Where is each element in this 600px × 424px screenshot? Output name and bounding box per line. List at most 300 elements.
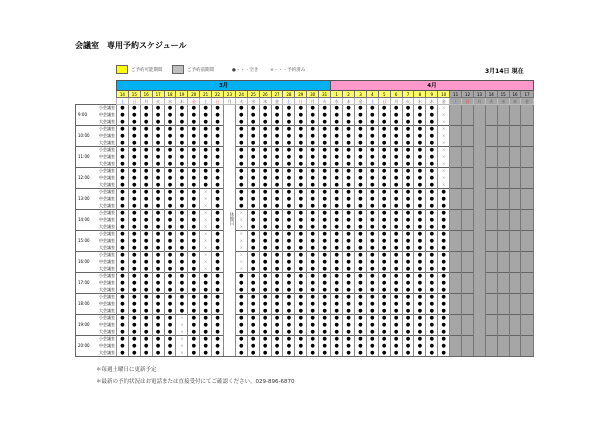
free-slot[interactable]: ●: [402, 294, 414, 301]
free-slot[interactable]: ●: [402, 168, 414, 175]
free-slot[interactable]: ●: [319, 336, 331, 343]
free-slot[interactable]: ●: [402, 287, 414, 294]
free-slot[interactable]: ●: [247, 294, 259, 301]
free-slot[interactable]: ●: [152, 287, 164, 294]
free-slot[interactable]: ●: [343, 196, 355, 203]
free-slot[interactable]: ●: [390, 196, 402, 203]
free-slot[interactable]: ●: [331, 105, 343, 112]
free-slot[interactable]: ●: [366, 280, 378, 287]
free-slot[interactable]: ●: [426, 224, 438, 231]
free-slot[interactable]: ●: [426, 161, 438, 168]
free-slot[interactable]: ●: [117, 245, 129, 252]
free-slot[interactable]: ●: [140, 343, 152, 350]
free-slot[interactable]: ●: [271, 343, 283, 350]
free-slot[interactable]: ●: [271, 315, 283, 322]
free-slot[interactable]: ●: [176, 217, 188, 224]
free-slot[interactable]: ●: [152, 119, 164, 126]
free-slot[interactable]: ●: [426, 147, 438, 154]
free-slot[interactable]: ●: [378, 224, 390, 231]
free-slot[interactable]: ●: [259, 231, 271, 238]
free-slot[interactable]: ●: [212, 350, 224, 357]
free-slot[interactable]: ●: [307, 175, 319, 182]
free-slot[interactable]: ●: [271, 238, 283, 245]
free-slot[interactable]: ●: [366, 196, 378, 203]
free-slot[interactable]: ●: [355, 203, 367, 210]
free-slot[interactable]: ●: [343, 182, 355, 189]
free-slot[interactable]: ●: [212, 252, 224, 259]
free-slot[interactable]: ●: [176, 161, 188, 168]
free-slot[interactable]: ●: [200, 273, 212, 280]
free-slot[interactable]: ●: [307, 294, 319, 301]
free-slot[interactable]: ●: [343, 336, 355, 343]
free-slot[interactable]: ●: [235, 175, 247, 182]
free-slot[interactable]: ●: [355, 287, 367, 294]
free-slot[interactable]: ●: [128, 315, 140, 322]
free-slot[interactable]: ●: [176, 273, 188, 280]
free-slot[interactable]: ●: [140, 224, 152, 231]
free-slot[interactable]: ●: [366, 189, 378, 196]
free-slot[interactable]: ●: [355, 238, 367, 245]
free-slot[interactable]: ●: [188, 273, 200, 280]
free-slot[interactable]: ●: [307, 308, 319, 315]
free-slot[interactable]: ●: [426, 350, 438, 357]
free-slot[interactable]: ●: [319, 231, 331, 238]
free-slot[interactable]: ●: [212, 133, 224, 140]
free-slot[interactable]: ●: [128, 168, 140, 175]
free-slot[interactable]: ●: [307, 252, 319, 259]
free-slot[interactable]: ●: [426, 140, 438, 147]
free-slot[interactable]: ●: [343, 238, 355, 245]
free-slot[interactable]: ●: [128, 343, 140, 350]
free-slot[interactable]: ●: [283, 308, 295, 315]
free-slot[interactable]: ●: [295, 294, 307, 301]
free-slot[interactable]: ●: [152, 217, 164, 224]
free-slot[interactable]: ●: [438, 350, 450, 357]
free-slot[interactable]: ●: [366, 119, 378, 126]
free-slot[interactable]: ●: [438, 301, 450, 308]
free-slot[interactable]: ●: [152, 231, 164, 238]
free-slot[interactable]: ●: [319, 301, 331, 308]
free-slot[interactable]: ●: [259, 140, 271, 147]
free-slot[interactable]: ●: [200, 343, 212, 350]
free-slot[interactable]: ●: [164, 287, 176, 294]
free-slot[interactable]: ●: [188, 322, 200, 329]
free-slot[interactable]: ●: [164, 140, 176, 147]
free-slot[interactable]: ●: [343, 266, 355, 273]
free-slot[interactable]: ●: [176, 203, 188, 210]
free-slot[interactable]: ●: [117, 259, 129, 266]
free-slot[interactable]: ●: [235, 322, 247, 329]
free-slot[interactable]: ●: [271, 154, 283, 161]
free-slot[interactable]: ●: [247, 273, 259, 280]
free-slot[interactable]: ●: [140, 119, 152, 126]
free-slot[interactable]: ●: [271, 140, 283, 147]
free-slot[interactable]: ●: [295, 196, 307, 203]
free-slot[interactable]: ●: [140, 259, 152, 266]
free-slot[interactable]: ●: [164, 266, 176, 273]
free-slot[interactable]: ●: [426, 238, 438, 245]
free-slot[interactable]: ●: [212, 203, 224, 210]
free-slot[interactable]: ●: [283, 294, 295, 301]
free-slot[interactable]: ●: [259, 238, 271, 245]
free-slot[interactable]: ●: [247, 259, 259, 266]
free-slot[interactable]: ●: [319, 147, 331, 154]
free-slot[interactable]: ●: [426, 182, 438, 189]
free-slot[interactable]: ●: [390, 210, 402, 217]
free-slot[interactable]: ●: [140, 280, 152, 287]
free-slot[interactable]: ●: [438, 336, 450, 343]
free-slot[interactable]: ●: [355, 112, 367, 119]
free-slot[interactable]: ●: [355, 217, 367, 224]
free-slot[interactable]: ●: [117, 203, 129, 210]
free-slot[interactable]: ●: [283, 112, 295, 119]
free-slot[interactable]: ●: [140, 336, 152, 343]
free-slot[interactable]: ●: [319, 119, 331, 126]
free-slot[interactable]: ●: [331, 301, 343, 308]
free-slot[interactable]: ●: [307, 217, 319, 224]
free-slot[interactable]: ●: [331, 182, 343, 189]
free-slot[interactable]: ●: [343, 112, 355, 119]
free-slot[interactable]: ●: [152, 329, 164, 336]
free-slot[interactable]: ●: [164, 175, 176, 182]
free-slot[interactable]: ●: [117, 266, 129, 273]
free-slot[interactable]: ●: [164, 112, 176, 119]
free-slot[interactable]: ●: [247, 343, 259, 350]
free-slot[interactable]: ●: [343, 147, 355, 154]
free-slot[interactable]: ●: [271, 147, 283, 154]
free-slot[interactable]: ●: [319, 210, 331, 217]
free-slot[interactable]: ●: [414, 287, 426, 294]
free-slot[interactable]: ●: [378, 329, 390, 336]
free-slot[interactable]: ●: [378, 210, 390, 217]
free-slot[interactable]: ●: [117, 168, 129, 175]
free-slot[interactable]: ●: [378, 322, 390, 329]
free-slot[interactable]: ●: [295, 147, 307, 154]
free-slot[interactable]: ●: [414, 154, 426, 161]
free-slot[interactable]: ●: [128, 210, 140, 217]
free-slot[interactable]: ●: [355, 182, 367, 189]
free-slot[interactable]: ●: [319, 343, 331, 350]
free-slot[interactable]: ●: [176, 182, 188, 189]
free-slot[interactable]: ●: [307, 189, 319, 196]
free-slot[interactable]: ●: [128, 147, 140, 154]
free-slot[interactable]: ●: [319, 168, 331, 175]
free-slot[interactable]: ●: [295, 224, 307, 231]
free-slot[interactable]: ●: [426, 252, 438, 259]
free-slot[interactable]: ●: [295, 273, 307, 280]
free-slot[interactable]: ●: [247, 308, 259, 315]
free-slot[interactable]: ●: [307, 210, 319, 217]
free-slot[interactable]: ●: [200, 154, 212, 161]
free-slot[interactable]: ●: [295, 259, 307, 266]
free-slot[interactable]: ●: [307, 105, 319, 112]
free-slot[interactable]: ●: [414, 280, 426, 287]
free-slot[interactable]: ●: [438, 294, 450, 301]
free-slot[interactable]: ●: [366, 217, 378, 224]
free-slot[interactable]: ●: [176, 105, 188, 112]
free-slot[interactable]: ●: [128, 259, 140, 266]
free-slot[interactable]: ●: [331, 175, 343, 182]
free-slot[interactable]: ●: [426, 294, 438, 301]
free-slot[interactable]: ●: [378, 245, 390, 252]
free-slot[interactable]: ●: [366, 203, 378, 210]
free-slot[interactable]: ●: [140, 301, 152, 308]
free-slot[interactable]: ●: [426, 112, 438, 119]
free-slot[interactable]: ●: [271, 294, 283, 301]
free-slot[interactable]: ●: [402, 336, 414, 343]
free-slot[interactable]: ●: [259, 245, 271, 252]
free-slot[interactable]: ●: [378, 266, 390, 273]
free-slot[interactable]: ●: [366, 252, 378, 259]
free-slot[interactable]: ●: [152, 196, 164, 203]
free-slot[interactable]: ●: [140, 147, 152, 154]
free-slot[interactable]: ●: [331, 161, 343, 168]
free-slot[interactable]: ●: [402, 224, 414, 231]
free-slot[interactable]: ●: [390, 168, 402, 175]
free-slot[interactable]: ●: [414, 126, 426, 133]
free-slot[interactable]: ●: [271, 336, 283, 343]
free-slot[interactable]: ●: [319, 245, 331, 252]
free-slot[interactable]: ●: [283, 273, 295, 280]
free-slot[interactable]: ●: [343, 210, 355, 217]
free-slot[interactable]: ●: [438, 273, 450, 280]
free-slot[interactable]: ●: [117, 196, 129, 203]
free-slot[interactable]: ●: [188, 105, 200, 112]
free-slot[interactable]: ●: [164, 147, 176, 154]
free-slot[interactable]: ●: [247, 252, 259, 259]
free-slot[interactable]: ●: [271, 266, 283, 273]
free-slot[interactable]: ●: [283, 231, 295, 238]
free-slot[interactable]: ●: [235, 315, 247, 322]
free-slot[interactable]: ●: [295, 329, 307, 336]
free-slot[interactable]: ●: [152, 280, 164, 287]
free-slot[interactable]: ●: [390, 266, 402, 273]
free-slot[interactable]: ●: [307, 259, 319, 266]
free-slot[interactable]: ●: [117, 140, 129, 147]
free-slot[interactable]: ●: [307, 231, 319, 238]
free-slot[interactable]: ●: [200, 294, 212, 301]
free-slot[interactable]: ●: [414, 112, 426, 119]
free-slot[interactable]: ●: [247, 168, 259, 175]
free-slot[interactable]: ●: [366, 273, 378, 280]
free-slot[interactable]: ●: [247, 210, 259, 217]
free-slot[interactable]: ●: [426, 322, 438, 329]
free-slot[interactable]: ●: [366, 294, 378, 301]
free-slot[interactable]: ●: [438, 203, 450, 210]
free-slot[interactable]: ●: [402, 203, 414, 210]
free-slot[interactable]: ●: [164, 210, 176, 217]
free-slot[interactable]: ●: [307, 329, 319, 336]
free-slot[interactable]: ●: [200, 168, 212, 175]
free-slot[interactable]: ●: [128, 140, 140, 147]
free-slot[interactable]: ●: [331, 168, 343, 175]
free-slot[interactable]: ●: [235, 329, 247, 336]
free-slot[interactable]: ●: [247, 315, 259, 322]
free-slot[interactable]: ●: [438, 189, 450, 196]
free-slot[interactable]: ●: [331, 189, 343, 196]
free-slot[interactable]: ●: [188, 112, 200, 119]
free-slot[interactable]: ●: [378, 350, 390, 357]
free-slot[interactable]: ●: [247, 350, 259, 357]
free-slot[interactable]: ●: [235, 294, 247, 301]
free-slot[interactable]: ●: [152, 245, 164, 252]
free-slot[interactable]: ●: [355, 189, 367, 196]
free-slot[interactable]: ●: [343, 203, 355, 210]
free-slot[interactable]: ●: [366, 301, 378, 308]
free-slot[interactable]: ●: [200, 336, 212, 343]
free-slot[interactable]: ●: [390, 280, 402, 287]
free-slot[interactable]: ●: [402, 280, 414, 287]
free-slot[interactable]: ●: [343, 350, 355, 357]
free-slot[interactable]: ●: [414, 322, 426, 329]
free-slot[interactable]: ●: [438, 308, 450, 315]
free-slot[interactable]: ●: [319, 161, 331, 168]
free-slot[interactable]: ●: [176, 147, 188, 154]
free-slot[interactable]: ●: [390, 287, 402, 294]
free-slot[interactable]: ●: [259, 315, 271, 322]
free-slot[interactable]: ●: [331, 280, 343, 287]
free-slot[interactable]: ●: [402, 322, 414, 329]
free-slot[interactable]: ●: [200, 126, 212, 133]
free-slot[interactable]: ●: [200, 350, 212, 357]
free-slot[interactable]: ●: [414, 343, 426, 350]
free-slot[interactable]: ●: [402, 301, 414, 308]
free-slot[interactable]: ●: [331, 294, 343, 301]
free-slot[interactable]: ●: [164, 154, 176, 161]
free-slot[interactable]: ●: [259, 224, 271, 231]
free-slot[interactable]: ●: [188, 315, 200, 322]
free-slot[interactable]: ●: [366, 259, 378, 266]
free-slot[interactable]: ●: [343, 154, 355, 161]
free-slot[interactable]: ●: [247, 182, 259, 189]
free-slot[interactable]: ●: [414, 147, 426, 154]
free-slot[interactable]: ●: [164, 252, 176, 259]
free-slot[interactable]: ●: [152, 154, 164, 161]
free-slot[interactable]: ●: [366, 287, 378, 294]
free-slot[interactable]: ●: [200, 133, 212, 140]
free-slot[interactable]: ●: [283, 259, 295, 266]
free-slot[interactable]: ●: [283, 119, 295, 126]
free-slot[interactable]: ●: [188, 252, 200, 259]
free-slot[interactable]: ●: [426, 217, 438, 224]
free-slot[interactable]: ●: [295, 287, 307, 294]
free-slot[interactable]: ●: [378, 182, 390, 189]
free-slot[interactable]: ●: [307, 147, 319, 154]
free-slot[interactable]: ●: [414, 294, 426, 301]
free-slot[interactable]: ●: [259, 273, 271, 280]
free-slot[interactable]: ●: [426, 168, 438, 175]
free-slot[interactable]: ●: [117, 224, 129, 231]
free-slot[interactable]: ●: [259, 203, 271, 210]
free-slot[interactable]: ●: [117, 322, 129, 329]
free-slot[interactable]: ●: [331, 217, 343, 224]
free-slot[interactable]: ●: [378, 105, 390, 112]
free-slot[interactable]: ●: [355, 147, 367, 154]
free-slot[interactable]: ●: [212, 231, 224, 238]
free-slot[interactable]: ●: [426, 308, 438, 315]
free-slot[interactable]: ●: [438, 280, 450, 287]
free-slot[interactable]: ●: [117, 231, 129, 238]
free-slot[interactable]: ●: [117, 210, 129, 217]
free-slot[interactable]: ●: [188, 210, 200, 217]
free-slot[interactable]: ●: [378, 315, 390, 322]
free-slot[interactable]: ●: [402, 350, 414, 357]
free-slot[interactable]: ●: [307, 287, 319, 294]
free-slot[interactable]: ●: [188, 336, 200, 343]
free-slot[interactable]: ●: [152, 161, 164, 168]
free-slot[interactable]: ●: [117, 161, 129, 168]
free-slot[interactable]: ●: [366, 266, 378, 273]
free-slot[interactable]: ●: [390, 245, 402, 252]
free-slot[interactable]: ●: [117, 343, 129, 350]
free-slot[interactable]: ●: [307, 161, 319, 168]
free-slot[interactable]: ●: [355, 161, 367, 168]
free-slot[interactable]: ●: [283, 196, 295, 203]
free-slot[interactable]: ●: [343, 175, 355, 182]
free-slot[interactable]: ●: [307, 245, 319, 252]
free-slot[interactable]: ●: [426, 259, 438, 266]
free-slot[interactable]: ●: [331, 329, 343, 336]
free-slot[interactable]: ●: [283, 343, 295, 350]
free-slot[interactable]: ●: [319, 140, 331, 147]
free-slot[interactable]: ●: [164, 119, 176, 126]
free-slot[interactable]: ●: [414, 315, 426, 322]
free-slot[interactable]: ●: [259, 322, 271, 329]
free-slot[interactable]: ●: [128, 336, 140, 343]
free-slot[interactable]: ●: [271, 182, 283, 189]
free-slot[interactable]: ●: [402, 182, 414, 189]
free-slot[interactable]: ●: [414, 168, 426, 175]
free-slot[interactable]: ●: [271, 126, 283, 133]
free-slot[interactable]: ●: [212, 308, 224, 315]
free-slot[interactable]: ●: [188, 161, 200, 168]
free-slot[interactable]: ●: [307, 126, 319, 133]
free-slot[interactable]: ●: [271, 196, 283, 203]
free-slot[interactable]: ●: [128, 308, 140, 315]
free-slot[interactable]: ●: [438, 245, 450, 252]
free-slot[interactable]: ●: [307, 182, 319, 189]
free-slot[interactable]: ●: [331, 245, 343, 252]
free-slot[interactable]: ●: [164, 322, 176, 329]
free-slot[interactable]: ●: [200, 280, 212, 287]
free-slot[interactable]: ●: [128, 133, 140, 140]
free-slot[interactable]: ●: [438, 343, 450, 350]
free-slot[interactable]: ●: [307, 350, 319, 357]
free-slot[interactable]: ●: [343, 231, 355, 238]
free-slot[interactable]: ●: [212, 322, 224, 329]
free-slot[interactable]: ●: [426, 343, 438, 350]
free-slot[interactable]: ●: [128, 301, 140, 308]
free-slot[interactable]: ●: [259, 336, 271, 343]
free-slot[interactable]: ●: [117, 126, 129, 133]
free-slot[interactable]: ●: [176, 280, 188, 287]
free-slot[interactable]: ●: [331, 322, 343, 329]
free-slot[interactable]: ●: [343, 287, 355, 294]
free-slot[interactable]: ●: [390, 273, 402, 280]
free-slot[interactable]: ●: [378, 231, 390, 238]
free-slot[interactable]: ●: [378, 161, 390, 168]
free-slot[interactable]: ●: [307, 154, 319, 161]
free-slot[interactable]: ●: [188, 301, 200, 308]
free-slot[interactable]: ●: [319, 350, 331, 357]
free-slot[interactable]: ●: [343, 217, 355, 224]
free-slot[interactable]: ●: [212, 119, 224, 126]
free-slot[interactable]: ●: [140, 161, 152, 168]
free-slot[interactable]: ●: [331, 315, 343, 322]
free-slot[interactable]: ●: [259, 329, 271, 336]
free-slot[interactable]: ●: [247, 266, 259, 273]
free-slot[interactable]: ●: [140, 238, 152, 245]
